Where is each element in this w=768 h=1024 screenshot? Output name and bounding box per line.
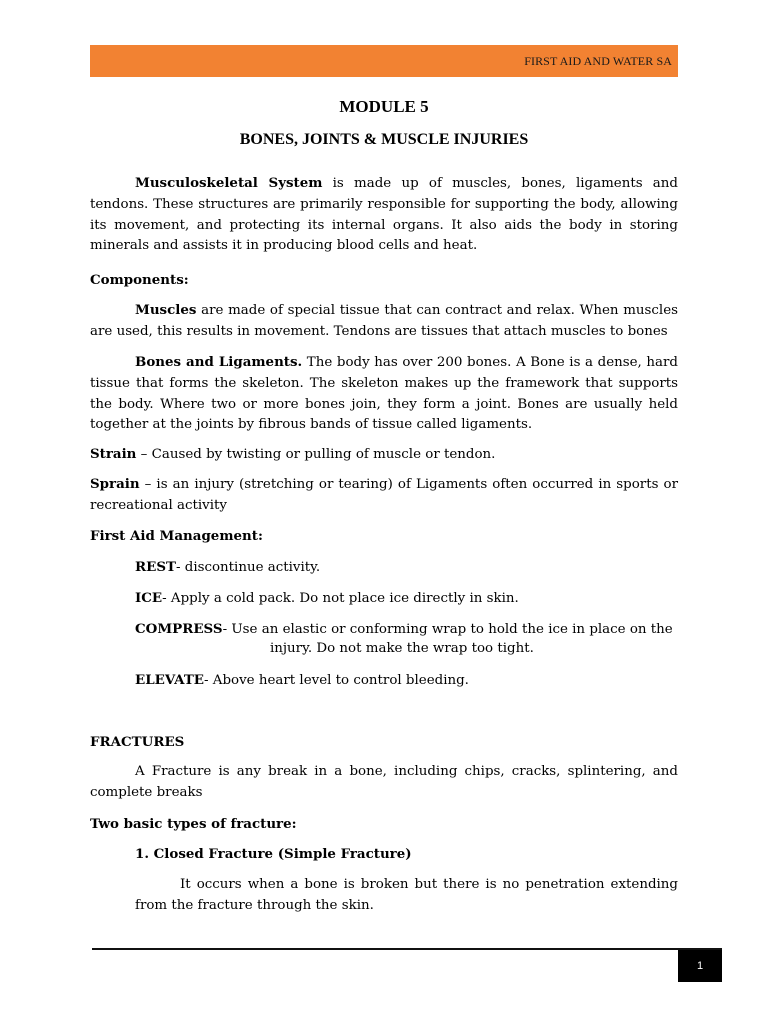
strain-term: Strain [90,446,137,462]
muscles-term: Muscles [135,302,197,318]
rice-text: - Apply a cold pack. Do not place ice directly in skin. [162,591,519,606]
closed-fracture-heading: 1. Closed Fracture (Simple Fracture) [135,846,412,862]
first-aid-heading: First Aid Management: [90,528,263,544]
page-number-box [678,950,722,982]
page-number: 1 [696,960,704,972]
fractures-heading: FRACTURES [90,734,185,750]
strain-text: – Caused by twisting or pulling of muscle or tendon. [136,447,496,462]
bones-term: Bones and Ligaments. [135,354,303,370]
sprain-text: – is an injury (stretching or tearing) of Ligaments often occurred in sports or recreational activity [90,477,678,513]
rice-item-rest [135,557,678,579]
rice-item-compress [135,619,678,641]
rice-term: COMPRESS [135,621,223,637]
muscles-text: are made of special tissue that can contract and relax. When muscles are used, this results in movement. Tendons are tissues that attach muscles to bones [90,303,678,339]
rice-text: - Above heart level to control bleeding. [204,673,469,688]
rice-term: ICE [135,590,163,606]
closed-fracture-text: It occurs when a bone is broken but there is no penetration extending from the fracture through the skin. [135,877,678,913]
sprain-term: Sprain [90,476,140,492]
muscles-paragraph [90,300,678,343]
sprain-paragraph [90,474,678,517]
header-bar [90,45,678,77]
module-title: MODULE 5 [339,97,429,116]
bones-paragraph [90,352,678,436]
rice-term: ELEVATE [135,672,205,688]
header-title: FIRST AID AND WATER SA [524,54,672,68]
rice-text: - discontinue activity. [175,560,321,575]
module-subtitle: BONES, JOINTS & MUSCLE INJURIES [239,131,529,148]
components-heading: Components: [90,272,189,288]
rice-item-elevate [135,670,678,692]
rice-term: REST [135,559,176,575]
rice-item-compress-cont: injury. Do not make the wrap too tight. [270,641,534,656]
types-heading: Two basic types of fracture: [90,816,297,832]
strain-paragraph [90,444,678,466]
intro-paragraph [90,173,678,257]
rice-item-ice [135,588,678,610]
bones-text: The body has over 200 bones. A Bone is a dense, hard tissue that forms the skeleton. The skeleton makes up the framework that supports the body. Where two or more bones join, they form a joint. Bones are usually held together at the joints by fibrous bands of tissue called ligaments. [90,355,678,433]
rice-text: - Use an elastic or conforming wrap to hold the ice in place on the [222,622,673,637]
fracture-definition: A Fracture is any break in a bone, including chips, cracks, splintering, and complete breaks [90,764,678,800]
intro-text: is made up of muscles, bones, ligaments and tendons. These structures are primarily responsible for supporting the body, allowing its movement, and protecting its internal organs. It also aids the body in storing minerals and assists it in producing blood cells and heat. [90,176,678,254]
footer-rule [92,948,722,950]
intro-term: Musculoskeletal System [135,175,323,191]
